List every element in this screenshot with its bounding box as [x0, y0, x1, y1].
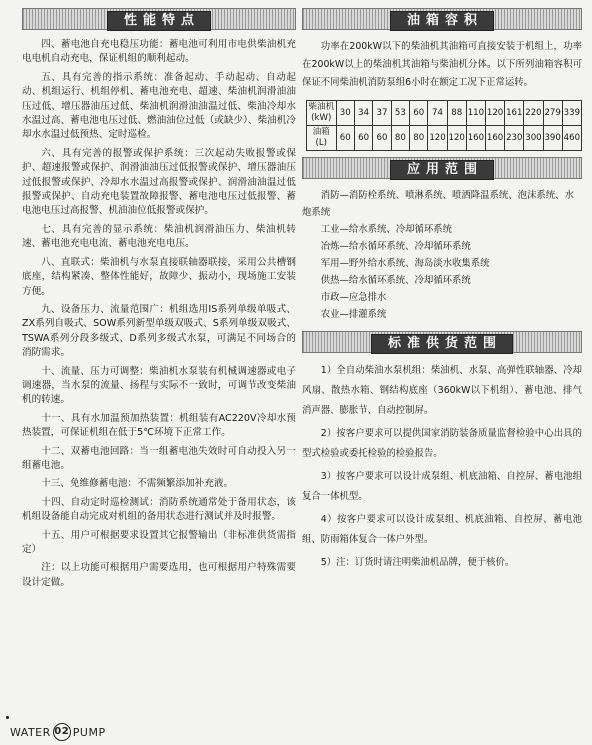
table-cell: 120	[428, 126, 447, 151]
footer-brand-right: PUMP	[72, 725, 106, 739]
footer-brand	[10, 723, 106, 741]
table-cell: 160	[485, 126, 504, 151]
feature-paragraph: 八、直联式：柴油机与水泵直接联轴器联接，采用公共槽钢底座，结构紧凑、整体性能好，故障少、振动小，现场施工安装方便。	[22, 256, 296, 297]
table-cell: 88	[447, 101, 466, 126]
table-cell: 460	[562, 126, 581, 151]
table-row	[307, 126, 582, 151]
list-item: 市政—应急排水	[320, 292, 387, 303]
list-item: 3）按客户要求可以设计成泵组、机底油箱、自控屏、蓄电池组复合一体机型。	[302, 471, 582, 502]
table-cell: 390	[543, 126, 562, 151]
apps-title: 应用范围	[390, 160, 494, 180]
table-cell: 60	[336, 126, 354, 151]
table-cell: 80	[410, 126, 428, 151]
table-cell: 60	[354, 126, 372, 151]
table-cell: 60	[373, 126, 391, 151]
table-row-label: 柴油机(kW)	[307, 101, 337, 126]
feature-paragraph: 十四、自动定时巡检测试：消防系统通常处于备用状态，该机组设备能自动完成对机组的备用状态进行测试并及时报警。	[22, 496, 296, 523]
table-cell: 110	[466, 101, 485, 126]
feature-paragraph: 十、流量、压力可调整：柴油机水泵装有机械调速器或电子调速器，当水泵的流量、扬程与实际不一致时，可调节改变柴油机的转速。	[22, 365, 296, 406]
feature-paragraph: 七、具有完善的显示系统：柴油机润滑油压力、柴油机转速、蓄电池充电电流、蓄电池充电电压。	[22, 223, 296, 250]
performance-title: 性能特点	[107, 11, 211, 31]
apps-list	[302, 187, 582, 323]
feature-paragraph: 十三、免维修蓄电池：不需频繁添加补充液。	[41, 478, 234, 490]
performance-paragraphs	[22, 38, 296, 590]
feature-paragraph: 十五、用户可根据要求设置其它报警输出（非标准供货需指定）	[22, 529, 296, 555]
table-cell: 37	[373, 101, 391, 126]
table-cell: 60	[410, 101, 428, 126]
list-item: 5）注：订货时请注明柴油机品牌，便于核价。	[320, 557, 515, 568]
performance-section-header	[22, 8, 296, 30]
feature-paragraph: 十一、具有水加温预加热装置：机组装有AC220V冷却水预热装置，可保证机组在低于5℃环境下正常工作。	[22, 412, 296, 439]
table-cell: 339	[562, 101, 581, 126]
table-cell: 30	[336, 101, 354, 126]
tank-title: 油箱容积	[390, 11, 494, 31]
table-cell: 120	[447, 126, 466, 151]
list-item: 农业—排灌系统	[320, 309, 387, 320]
table-row-label: 油箱(L)	[307, 126, 337, 151]
tank-capacity-table	[306, 100, 582, 151]
supply-section-header	[302, 331, 582, 353]
feature-paragraph: 九、设备压力、流量范围广：机组选用IS系列单级单吸式、ZX系列自吸式、SOW系列新型单级双吸式、S系列单级双吸式、TSWA系列分段多级式、D系列多级式水泵，可满足不同场合的消防需求。	[22, 303, 296, 359]
tank-section-header	[302, 8, 582, 30]
table-cell: 34	[354, 101, 372, 126]
list-item: 工业—给水系统、冷却循环系统	[320, 224, 453, 235]
table-cell: 220	[524, 101, 543, 126]
feature-paragraph: 四、蓄电池自充电稳压功能：蓄电池可利用市电供柴油机充电电机自动充电，保证机组的顺利起动。	[22, 39, 296, 65]
table-cell: 160	[466, 126, 485, 151]
list-item: 2）按客户要求可以提供国家消防装备质量监督检验中心出具的型式检验或委托检验的检验报告。	[302, 428, 582, 459]
list-item: 供热—给水循环系统、冷却循环系统	[320, 275, 471, 286]
table-row	[307, 101, 582, 126]
table-cell: 161	[505, 101, 524, 126]
list-item: 4）按客户要求可以设计成泵组、机底油箱、自控屏、蓄电池组、防雨箱体复合一体户外型。	[302, 514, 582, 545]
tank-description: 功率在200kW以下的柴油机其油箱可直接安装于机组上，功率在200kW以上的柴油机其油箱与柴油机分体。以下所列油箱容积可保证不同柴油机消防泵组6小时在额定工况下正常运转。	[302, 41, 582, 88]
list-item: 冶炼—给水循环系统、冷却循环系统	[320, 241, 471, 252]
list-item: 军用—野外给水系统、海岛淡水收集系统	[320, 258, 490, 269]
list-item: 1）全自动柴油水泵机组：柴油机、水泵、高弹性联轴器、冷却风扇、散热水箱、钢结构底座（360kW以下机组）、蓄电池、排气消声器、膨胀节、自动控制屏。	[302, 365, 582, 416]
list-item: 消防—消防栓系统、喷淋系统、喷洒降温系统、泡沫系统、水炮系统	[302, 190, 574, 218]
supply-title: 标准供货范围	[371, 334, 513, 354]
footer-brand-left: WATER	[10, 725, 51, 739]
table-cell: 230	[505, 126, 524, 151]
apps-section-header	[302, 157, 582, 179]
table-cell: 53	[391, 101, 409, 126]
footer-dot	[6, 716, 9, 719]
table-cell: 120	[485, 101, 504, 126]
feature-paragraph: 五、具有完善的指示系统：准备起动、手动起动、自动起动、机组运行、机组停机、蓄电池充电、超速、柴油机润滑油油压过低、增压器油压过低、柴油机润滑油油温过低、柴油冷却水水温过高、蓄电池电压过低、燃油油位过低（或缺少）、柴油机冷却水水温过低预热、定时巡检。	[22, 71, 296, 141]
table-cell: 279	[543, 101, 562, 126]
right-column	[302, 8, 582, 576]
page-number: 02	[53, 723, 71, 741]
supply-list	[302, 361, 582, 573]
left-column	[22, 8, 296, 594]
table-cell: 74	[428, 101, 447, 126]
feature-note: 注：以上功能可根据用户需要选用，也可根据用户特殊需要设计定做。	[22, 562, 296, 588]
feature-paragraph: 六、具有完善的报警或保护系统：三次起动失败报警或保护、超速报警或保护、润滑油油压过低报警或保护、增压器油压过低报警或保护、冷却水水温过高报警或保护、润滑油油温过低报警或保护、自动充电装置故障报警、蓄电池电压过低报警、蓄电池电压过高报警、机油油位低报警或保护。	[22, 147, 296, 217]
table-cell: 300	[524, 126, 543, 151]
feature-paragraph: 十二、双蓄电池回路：当一组蓄电池失效时可自动投入另一组蓄电池。	[22, 445, 296, 471]
table-cell: 80	[391, 126, 409, 151]
